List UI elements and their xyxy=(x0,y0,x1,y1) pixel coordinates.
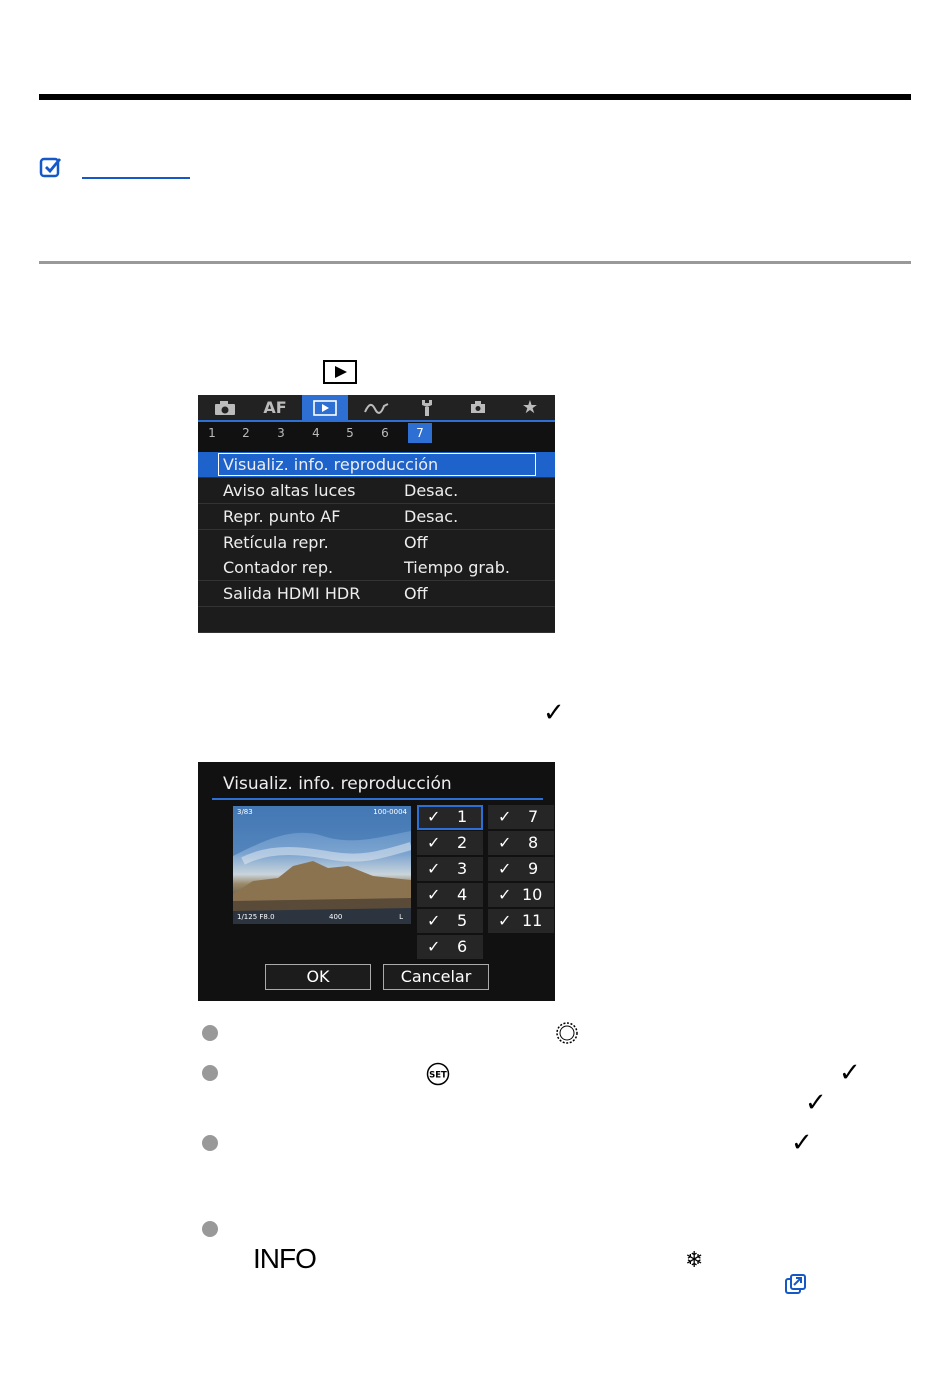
top-rule xyxy=(39,94,911,100)
check-icon: ✓ xyxy=(839,1058,861,1088)
check-item-11[interactable] xyxy=(488,909,554,934)
check-icon: ✓ xyxy=(498,885,512,904)
check-item-number: 9 xyxy=(528,859,539,878)
check-icon: ✓ xyxy=(805,1088,827,1118)
star-tab-icon[interactable]: ★ xyxy=(521,397,539,418)
title-underline xyxy=(212,798,543,800)
check-icon: ✓ xyxy=(427,885,441,904)
exposure-info: 1/125 F8.0 xyxy=(237,913,275,921)
check-icon: ✓ xyxy=(498,911,512,930)
check-item-1[interactable] xyxy=(417,805,483,830)
check-item-number: 3 xyxy=(457,859,468,878)
check-item-6[interactable] xyxy=(417,935,483,960)
playback-menu-screen xyxy=(198,395,555,633)
menu-row-value: Off xyxy=(404,533,428,552)
menu-row-value: Off xyxy=(404,584,428,603)
image-quality: L xyxy=(399,913,403,921)
menu-row-info-display[interactable] xyxy=(198,452,555,478)
check-item-2[interactable] xyxy=(417,831,483,856)
check-item-number: 7 xyxy=(528,807,539,826)
bullet xyxy=(202,1135,218,1151)
check-item-number: 11 xyxy=(522,911,543,930)
check-icon: ✓ xyxy=(427,937,441,956)
bullet xyxy=(202,1221,218,1237)
menu-row-counter[interactable] xyxy=(198,555,555,581)
check-item-4[interactable] xyxy=(417,883,483,908)
subtab-5[interactable]: 5 xyxy=(346,426,354,440)
subtab-1[interactable]: 1 xyxy=(208,426,216,440)
tab-underline xyxy=(198,420,555,422)
check-item-7[interactable] xyxy=(488,805,554,830)
svg-text:SET: SET xyxy=(429,1070,447,1081)
cancel-button[interactable]: Cancelar xyxy=(383,964,489,990)
check-icon: ✓ xyxy=(543,698,565,728)
iso-value: 400 xyxy=(329,913,343,921)
edit-check-icon[interactable] xyxy=(39,155,63,179)
dial-icon xyxy=(555,1021,579,1045)
set-button-icon xyxy=(426,1062,450,1086)
menu-row-hdmi-hdr[interactable] xyxy=(198,581,555,607)
wave-tab-icon[interactable] xyxy=(358,395,396,420)
subtab-2[interactable]: 2 xyxy=(242,426,250,440)
check-icon: ✓ xyxy=(791,1128,813,1158)
preview-photo xyxy=(233,806,411,924)
bullet xyxy=(202,1065,218,1081)
playback-tab-icon[interactable] xyxy=(302,395,348,420)
menu-row-label: Aviso altas luces xyxy=(223,481,356,500)
file-number: 100-0004 xyxy=(373,808,407,816)
menu-row-label: Repr. punto AF xyxy=(223,507,341,526)
subtab-6[interactable]: 6 xyxy=(381,426,389,440)
menu-row-highlight-alert[interactable] xyxy=(198,478,555,504)
check-icon: ✓ xyxy=(498,859,512,878)
check-icon: ✓ xyxy=(498,807,512,826)
menu-row-label: Contador rep. xyxy=(223,558,334,577)
menu-row-value: Desac. xyxy=(404,481,459,500)
check-icon: ✓ xyxy=(427,833,441,852)
check-icon: ✓ xyxy=(427,911,441,930)
check-icon: ✓ xyxy=(498,833,512,852)
menu-row-value: Tiempo grab. xyxy=(404,558,510,577)
check-item-number: 8 xyxy=(528,833,539,852)
menu-row-value: Desac. xyxy=(404,507,459,526)
custom-tab-icon[interactable] xyxy=(460,395,496,420)
playback-button-icon xyxy=(323,360,357,384)
section-rule xyxy=(39,261,911,264)
frame-counter: 3/83 xyxy=(237,808,253,816)
af-tab[interactable]: AF xyxy=(263,398,287,417)
check-item-10[interactable] xyxy=(488,883,554,908)
menu-row-af-point[interactable] xyxy=(198,504,555,530)
check-item-number: 10 xyxy=(522,885,543,904)
menu-row-label: Visualiz. info. reproducción xyxy=(223,455,439,474)
menu-row-label: Retícula repr. xyxy=(223,533,329,552)
check-item-number: 6 xyxy=(457,937,468,956)
subtab-7[interactable]: 7 xyxy=(408,423,432,443)
header-link[interactable] xyxy=(82,177,190,179)
check-item-5[interactable] xyxy=(417,909,483,934)
camera-tab-icon[interactable] xyxy=(210,395,240,420)
photo-landscape xyxy=(233,806,411,924)
check-item-number: 1 xyxy=(457,807,468,826)
menu-row-grid[interactable] xyxy=(198,530,555,556)
check-icon: ✓ xyxy=(427,859,441,878)
menu-row-empty xyxy=(198,607,555,633)
snowflake-icon: ❄ xyxy=(685,1248,704,1273)
bullet xyxy=(202,1025,218,1041)
check-item-8[interactable] xyxy=(488,831,554,856)
menu-tab-bar xyxy=(198,395,555,420)
screen-title: Visualiz. info. reproducción xyxy=(223,774,452,794)
check-item-number: 2 xyxy=(457,833,468,852)
check-item-9[interactable] xyxy=(488,857,554,882)
check-icon: ✓ xyxy=(427,807,441,826)
menu-row-label: Salida HDMI HDR xyxy=(223,584,361,603)
check-item-number: 5 xyxy=(457,911,468,930)
ok-button[interactable]: OK xyxy=(265,964,371,990)
check-item-3[interactable] xyxy=(417,857,483,882)
subtab-3[interactable]: 3 xyxy=(277,426,285,440)
check-item-number: 4 xyxy=(457,885,468,904)
info-button-label: INFO xyxy=(253,1243,316,1274)
info-display-screen xyxy=(198,762,555,1001)
wrench-tab-icon[interactable] xyxy=(410,395,444,420)
link-page-icon[interactable] xyxy=(784,1273,808,1297)
subtab-4[interactable]: 4 xyxy=(312,426,320,440)
